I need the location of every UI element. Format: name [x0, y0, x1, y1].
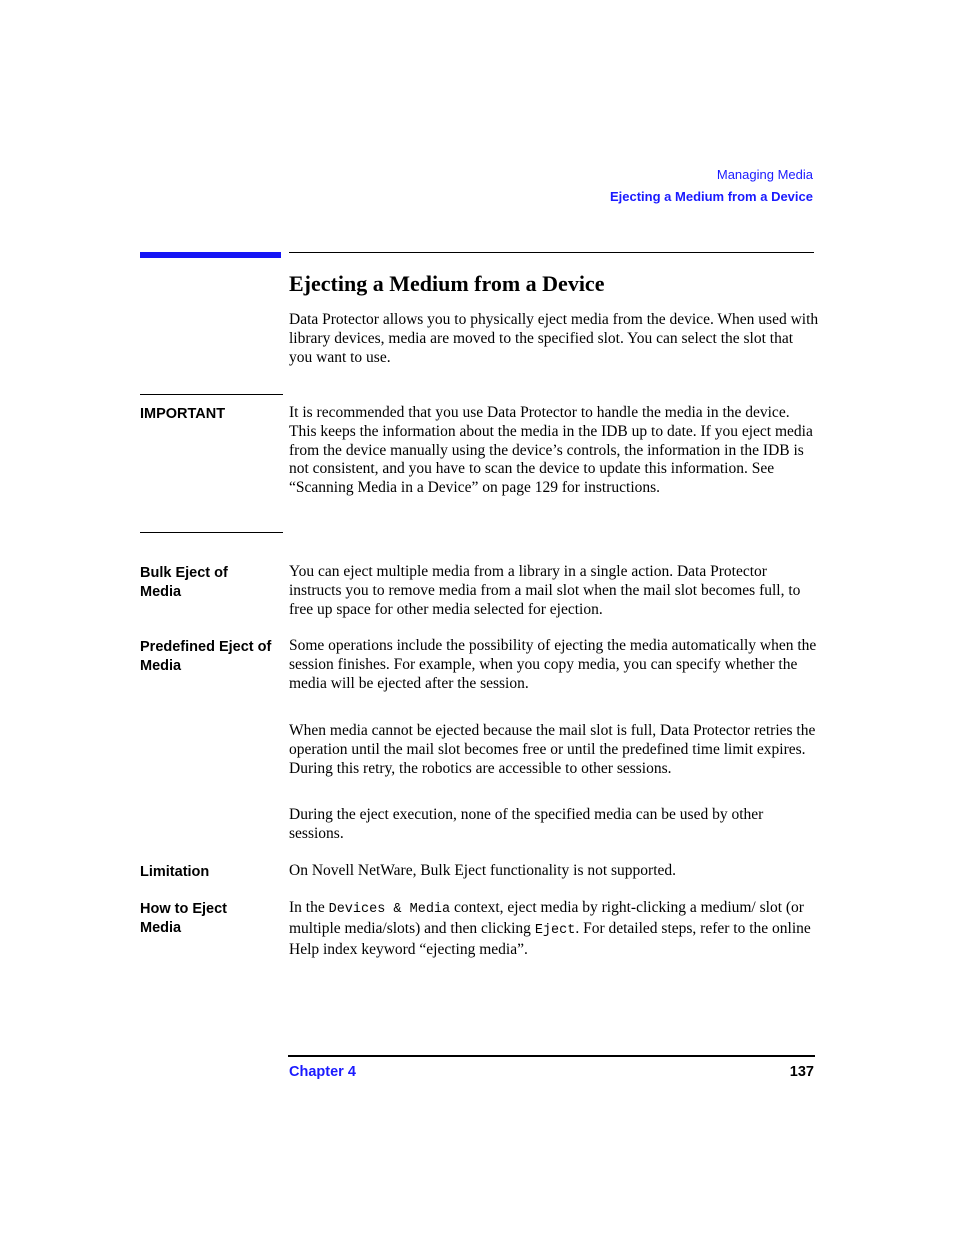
title-divider: [289, 252, 814, 253]
important-top-rule: [140, 394, 283, 395]
how-to-text-part: In the: [289, 899, 329, 916]
page-title: Ejecting a Medium from a Device: [289, 271, 605, 296]
predefined-eject-paragraph: During the eject execution, none of the specified media can be used by other sessions.: [289, 806, 764, 842]
page-number: 137: [789, 1064, 814, 1080]
how-to-label: How to Eject Media: [140, 901, 228, 936]
bulk-eject-text: You can eject multiple media from a library in a single action. Data Protector instructs you to remove media from a mail slot when the mail slot becomes full, to free up space for other media selected for ejection.: [289, 563, 801, 618]
running-header-topic: Ejecting a Medium from a Device: [609, 189, 813, 204]
how-to-text-part: context, eject media by right-clicking a medium/ slot (or multiple media/slots) and then clicking: [289, 899, 804, 937]
how-to-text-part: . For detailed steps, refer to the online Help index keyword “ejecting media”.: [289, 919, 811, 958]
intro-paragraph: Data Protector allows you to physically eject media from the device. When used with library devices, media are moved to the specified slot. You can select the slot that you want to use.: [289, 311, 819, 366]
important-bottom-rule: [140, 532, 283, 533]
footer-divider: [288, 1055, 815, 1057]
important-text: It is recommended that you use Data Protector to handle the media in the device. This keeps the information about the media in the IDB up to date. If you eject media from the device manually using the device’s controls, the information in the IDB is not consistent, and you have to scan the device to update this information. See “Scanning Media in a Device” on page 129 for instructions.: [289, 404, 813, 497]
predefined-eject-paragraph: When media cannot be ejected because the mail slot is full, Data Protector retries the operation until the mail slot becomes free or until the predefined time limit expires. During this retry, the robotics are accessible to other sessions.: [289, 722, 816, 777]
eject-code: Eject: [534, 922, 576, 938]
running-header: [610, 166, 813, 206]
how-to-text: [289, 899, 819, 959]
footer-chapter: Chapter 4: [289, 1064, 356, 1080]
running-header-section: Managing Media: [716, 167, 813, 182]
predefined-eject-paragraph: Some operations include the possibility of ejecting the media automatically when the session finishes. For example, when you copy media, you can specify whether the media will be ejected after the session.: [289, 637, 817, 692]
section-marker-bar: [140, 252, 281, 258]
limitation-label: Limitation: [140, 864, 210, 880]
devices-media-code: Devices & Media: [328, 902, 451, 917]
limitation-text: On Novell NetWare, Bulk Eject functionality is not supported.: [289, 862, 677, 879]
important-label: IMPORTANT: [140, 406, 226, 422]
bulk-eject-label: Bulk Eject of Media: [140, 565, 228, 600]
predefined-eject-label: Predefined Eject of Media: [140, 639, 272, 674]
